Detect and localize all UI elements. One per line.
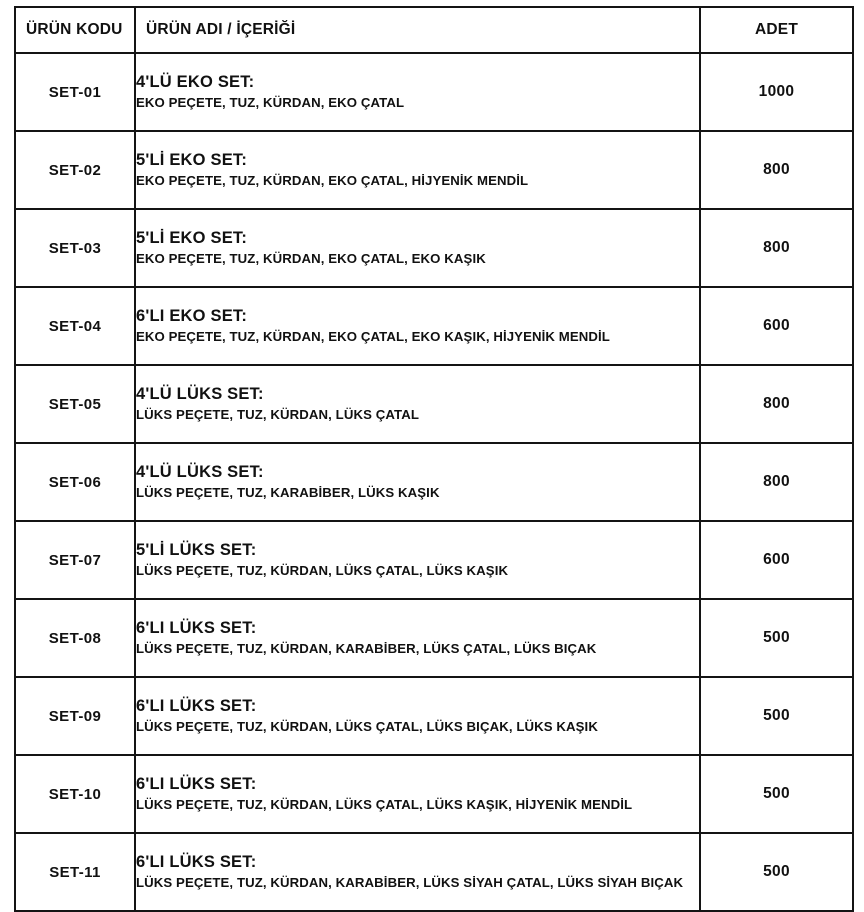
product-title-text: 5'Lİ EKO SET:: [136, 150, 248, 169]
cell-product-name: [135, 521, 700, 599]
product-code-text: SET-10: [48, 785, 102, 803]
table-header: [15, 7, 853, 53]
column-header-quantity-label: ADET: [755, 21, 798, 38]
column-header-name-label: ÜRÜN ADI / İÇERİĞİ: [146, 21, 296, 38]
cell-product-name: [135, 599, 700, 677]
product-code-text: SET-07: [48, 551, 102, 569]
product-title-text: 5'Lİ LÜKS SET:: [136, 540, 257, 559]
product-contents-text: LÜKS PEÇETE, TUZ, KÜRDAN, LÜKS ÇATAL: [136, 407, 419, 423]
table-row: [15, 53, 853, 131]
product-title-text: 4'LÜ EKO SET:: [136, 72, 255, 91]
cell-product-code: [15, 443, 135, 521]
table-row: [15, 209, 853, 287]
product-code-text: SET-01: [48, 83, 102, 101]
product-contents-text: LÜKS PEÇETE, TUZ, KÜRDAN, KARABİBER, LÜKS SİYAH ÇATAL, LÜKS SİYAH BIÇAK: [136, 875, 684, 891]
cell-product-name: [135, 131, 700, 209]
cell-product-name: [135, 365, 700, 443]
column-header-code-label: ÜRÜN KODU: [26, 21, 123, 38]
product-contents-text: EKO PEÇETE, TUZ, KÜRDAN, EKO ÇATAL, HİJYENİK MENDİL: [136, 173, 529, 189]
quantity-text: 500: [763, 785, 790, 802]
table-row: [15, 365, 853, 443]
cell-product-name: [135, 209, 700, 287]
table-body: [15, 53, 853, 911]
cell-product-code: [15, 287, 135, 365]
quantity-text: 800: [763, 161, 790, 178]
cell-quantity: [700, 53, 853, 131]
table-row: [15, 755, 853, 833]
product-title-text: 4'LÜ LÜKS SET:: [136, 384, 264, 403]
table-row: [15, 131, 853, 209]
quantity-text: 1000: [758, 83, 795, 100]
product-title-text: 4'LÜ LÜKS SET:: [136, 462, 264, 481]
product-title-text: 6'LI LÜKS SET:: [136, 852, 257, 871]
quantity-text: 800: [763, 239, 790, 256]
cell-product-name: [135, 755, 700, 833]
product-title-text: 5'Lİ EKO SET:: [136, 228, 248, 247]
product-contents-text: LÜKS PEÇETE, TUZ, KÜRDAN, LÜKS ÇATAL, LÜKS KAŞIK: [136, 563, 509, 579]
product-code-text: SET-02: [48, 161, 102, 179]
cell-quantity: [700, 677, 853, 755]
quantity-text: 800: [763, 395, 790, 412]
product-contents-text: EKO PEÇETE, TUZ, KÜRDAN, EKO ÇATAL: [136, 95, 405, 111]
cell-product-code: [15, 131, 135, 209]
column-header-quantity: [700, 7, 853, 53]
product-title-text: 6'LI LÜKS SET:: [136, 774, 257, 793]
table-row: [15, 443, 853, 521]
product-code-text: SET-08: [48, 629, 102, 647]
table-row: [15, 599, 853, 677]
table-row: [15, 677, 853, 755]
cell-quantity: [700, 209, 853, 287]
quantity-text: 600: [763, 317, 790, 334]
cell-product-name: [135, 833, 700, 911]
cell-quantity: [700, 755, 853, 833]
column-header-code: [15, 7, 135, 53]
quantity-text: 500: [763, 707, 790, 724]
cell-product-name: [135, 287, 700, 365]
cell-quantity: [700, 521, 853, 599]
cell-product-code: [15, 209, 135, 287]
product-code-text: SET-04: [48, 317, 102, 335]
cell-quantity: [700, 287, 853, 365]
cell-product-code: [15, 833, 135, 911]
product-contents-text: LÜKS PEÇETE, TUZ, KÜRDAN, LÜKS ÇATAL, LÜKS KAŞIK, HİJYENİK MENDİL: [136, 797, 633, 813]
cell-product-name: [135, 53, 700, 131]
cell-product-name: [135, 677, 700, 755]
product-contents-text: LÜKS PEÇETE, TUZ, KARABİBER, LÜKS KAŞIK: [136, 485, 440, 501]
quantity-text: 500: [763, 863, 790, 880]
cell-quantity: [700, 131, 853, 209]
product-table: [14, 6, 854, 912]
cell-quantity: [700, 365, 853, 443]
column-header-name: [135, 7, 700, 53]
product-code-text: SET-05: [48, 395, 102, 413]
cell-quantity: [700, 443, 853, 521]
quantity-text: 500: [763, 629, 790, 646]
table-header-row: [15, 7, 853, 53]
table-row: [15, 521, 853, 599]
product-code-text: SET-11: [49, 863, 101, 881]
cell-quantity: [700, 599, 853, 677]
quantity-text: 800: [763, 473, 790, 490]
product-title-text: 6'LI EKO SET:: [136, 306, 248, 325]
product-contents-text: EKO PEÇETE, TUZ, KÜRDAN, EKO ÇATAL, EKO KAŞIK, HİJYENİK MENDİL: [136, 329, 610, 345]
cell-product-code: [15, 599, 135, 677]
cell-product-name: [135, 443, 700, 521]
product-contents-text: EKO PEÇETE, TUZ, KÜRDAN, EKO ÇATAL, EKO KAŞIK: [136, 251, 486, 267]
product-title-text: 6'LI LÜKS SET:: [136, 618, 257, 637]
product-code-text: SET-09: [48, 707, 102, 725]
cell-product-code: [15, 53, 135, 131]
product-contents-text: LÜKS PEÇETE, TUZ, KÜRDAN, LÜKS ÇATAL, LÜKS BIÇAK, LÜKS KAŞIK: [136, 719, 598, 735]
table-row: [15, 287, 853, 365]
table-row: [15, 833, 853, 911]
cell-product-code: [15, 677, 135, 755]
product-title-text: 6'LI LÜKS SET:: [136, 696, 257, 715]
product-code-text: SET-06: [48, 473, 102, 491]
product-contents-text: LÜKS PEÇETE, TUZ, KÜRDAN, KARABİBER, LÜKS ÇATAL, LÜKS BIÇAK: [136, 641, 597, 657]
cell-product-code: [15, 755, 135, 833]
product-code-text: SET-03: [48, 239, 102, 257]
cell-quantity: [700, 833, 853, 911]
cell-product-code: [15, 365, 135, 443]
quantity-text: 600: [763, 551, 790, 568]
cell-product-code: [15, 521, 135, 599]
